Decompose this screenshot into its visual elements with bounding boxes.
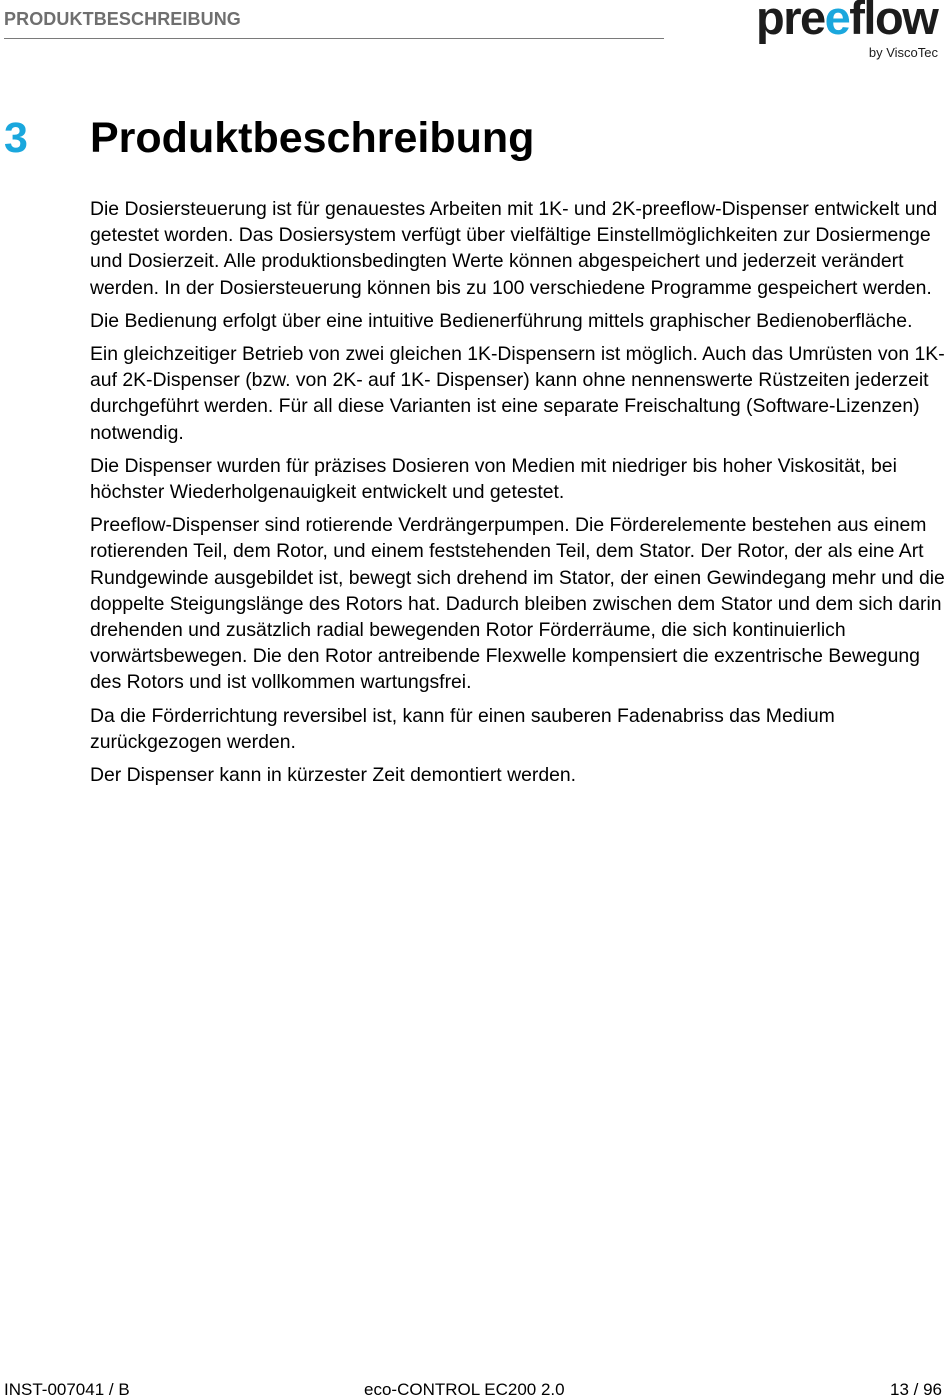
footer-product-name: eco-CONTROL EC200 2.0	[364, 1380, 565, 1399]
logo-word-end: flow	[849, 0, 938, 44]
footer-page-number: 13 / 96	[890, 1380, 942, 1399]
paragraph: Da die Förderrichtung reversibel ist, kann für einen sauberen Fadenabriss das Medium zurückgezogen werden.	[90, 704, 835, 753]
page-footer	[0, 1380, 950, 1400]
logo-byline: by ViscoTec	[868, 45, 938, 60]
body-text	[90, 196, 946, 795]
paragraph: Die Dosiersteuerung ist für genauestes Arbeiten mit 1K- und 2K-preeflow-Dispenser entwickelt und getestet worden. Das Dosiersystem verfügt über vielfältige Einstellmöglichkeiten zur Dosiermenge und Dosierzeit. Alle produktionsbedingten Werte können abgespeichert und jederzeit verändert werden. In der Dosiersteuerung können bis zu 100 verschiedene Programme gespeichert werden.	[90, 198, 938, 299]
paragraph: Die Dispenser wurden für präzises Dosieren von Medien mit niedriger bis hoher Viskosität, bei höchster Wiederholgenauigkeit entwickelt und getestet.	[90, 454, 897, 504]
paragraph: Die Bedienung erfolgt über eine intuitive Bedienerführung mittels graphischer Bedienoberfläche.	[90, 309, 913, 332]
footer-document-id: INST-007041 / B	[4, 1380, 130, 1399]
running-header-title: PRODUKTBESCHREIBUNG	[4, 9, 241, 29]
logo-word-start: pre	[756, 0, 825, 44]
logo-word-accent: e	[824, 0, 850, 44]
chapter-title: Produktbeschreibung	[90, 114, 535, 162]
chapter-number: 3	[4, 114, 28, 162]
paragraph: Der Dispenser kann in kürzester Zeit demontiert werden.	[90, 764, 577, 787]
paragraph: Preeflow-Dispenser sind rotierende Verdrängerpumpen. Die Förderelemente bestehen aus einem rotierenden Teil, dem Rotor, und einem feststehenden Teil, dem Stator. Der Rotor, der als eine Art Rundgewinde ausgebildet ist, bewegt sich drehend im Stator, der einen Gewindegang mehr und die doppelte Steigungslänge des Rotors hat. Dadurch bleiben zwischen dem Stator und dem sich darin drehenden und zusätzlich radial bewegenden Rotor Förderräume, die sich kontinuierlich vorwärtsbewegen. Die den Rotor antreibende Flexwelle kompensiert die exzentrische Bewegung des Rotors und ist vollkommen wartungsfrei.	[90, 514, 945, 694]
header-rule	[4, 38, 664, 39]
logo-wordmark	[756, 0, 938, 44]
preeflow-logo	[756, 0, 948, 64]
paragraph: Ein gleichzeitiger Betrieb von zwei gleichen 1K-Dispensern ist möglich. Auch das Umrüsten von 1K- auf 2K-Dispenser (bzw. von 2K- auf 1K- Dispenser) kann ohne nennenswerte Rüstzeiten jederzeit durchgeführt werden. Für all diese Varianten ist eine separate Freischaltung (Software-Lizenzen) notwendig.	[90, 343, 945, 444]
